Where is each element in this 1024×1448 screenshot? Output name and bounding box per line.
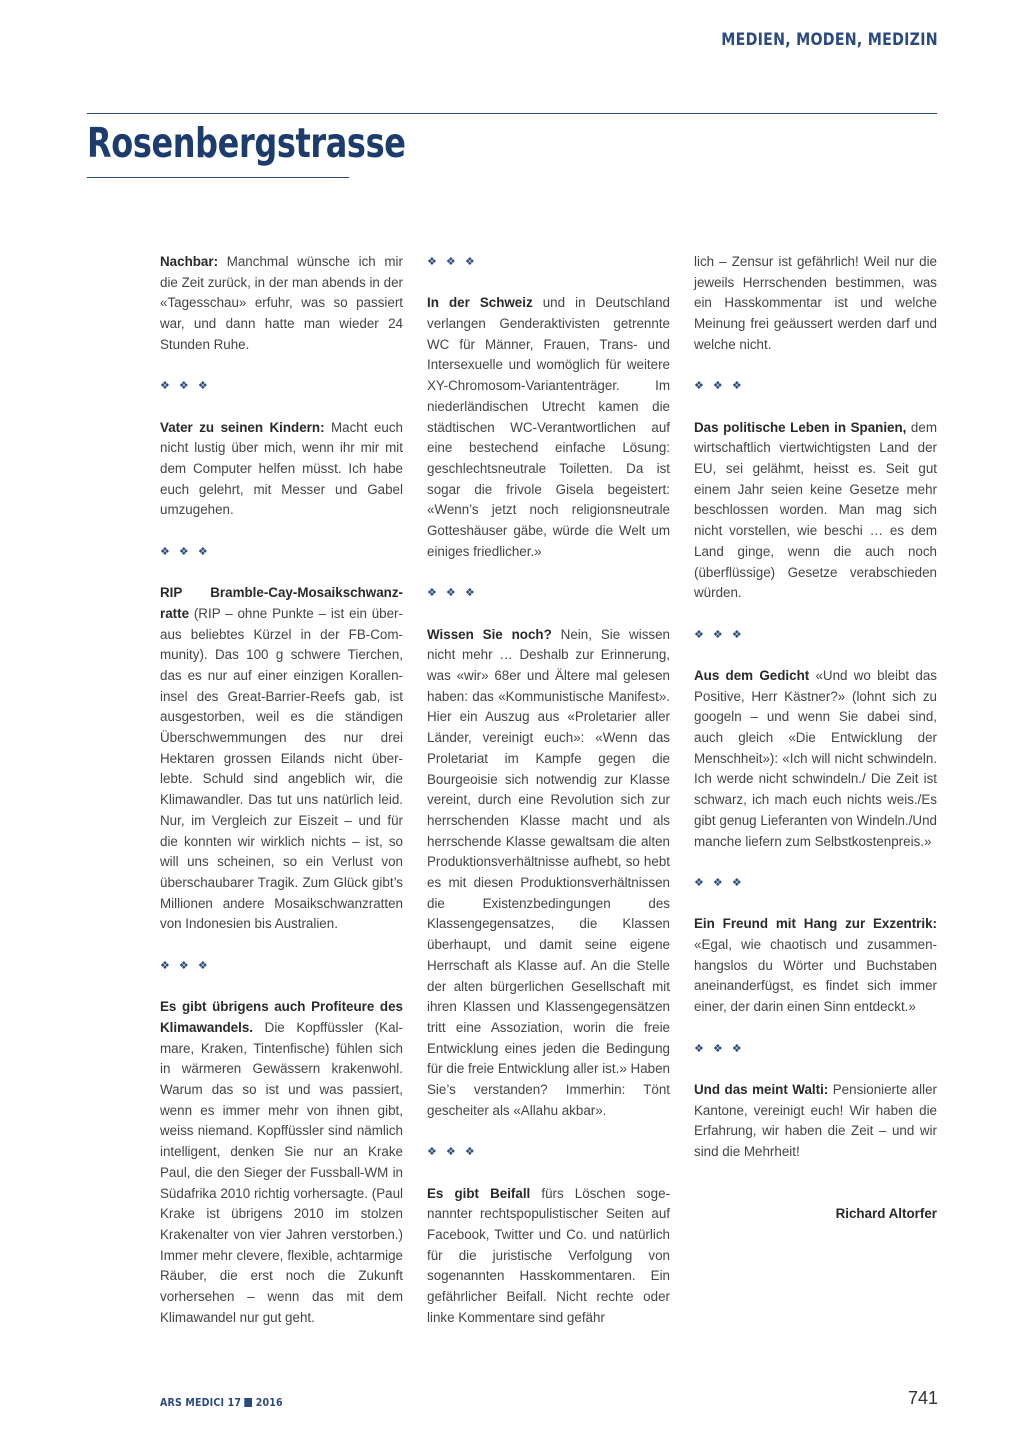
paragraph xyxy=(427,625,670,1122)
section-header: MEDIEN, MODEN, MEDIZIN xyxy=(721,30,938,49)
paragraph-text: Die Kopffüssler (Kalmare, Kraken, Tintenfische) fühlen sich in wärmeren Gewässern krakenwohl. Warum das so ist und was passiert, wenn es immer mehr von ihnen gibt, weiss niemand. Kopffüssler sind nämlich intelligent, denken Sie nur an Krake Paul, die den Sieger der Fussball-WM in Südafrika 2010 richtig vorhersagte. (Paul Krake ist übrigens 2010 im stolzen Krakenalter von vier Jahren verstorben.) Immer mehr clevere, flexible, achtarmige Räuber, die erst noch die Zukunft vorhersehen – wenn das mit dem Klimawandel nur gut geht. xyxy=(160,1019,403,1325)
paragraph-lead: Aus dem Gedicht xyxy=(694,667,810,683)
paragraph xyxy=(160,418,403,522)
paragraph-lead: Vater zu seinen Kindern: xyxy=(160,419,325,435)
square-bullet-icon xyxy=(245,1398,253,1407)
paragraph-lead: Es gibt Beifall xyxy=(427,1185,531,1201)
paragraph-text: Macht euch nicht lustig über mich, wenn ihr mir mit dem Computer helfen müsst. Ich habe euch gelehrt, mit Messer und Gabel umzugehen. xyxy=(160,419,403,518)
paragraph xyxy=(694,914,937,1018)
paragraph xyxy=(160,252,403,356)
paragraph xyxy=(427,1184,670,1329)
column-3 xyxy=(694,252,937,1225)
separator-ornament: ❖ ❖ ❖ xyxy=(694,380,745,393)
page-title: Rosenbergstrasse xyxy=(87,119,406,167)
separator-ornament: ❖ ❖ ❖ xyxy=(427,256,478,268)
paragraph-text: «Und wo bleibt das Positive, Herr Kästner?» (lohnt sich zu googeln – und wenn Sie dabei sind, auch gleich «Die Entwicklung der Menschheit»): «Ich will nicht schwindeln. Ich werde nicht schwindeln./ Die Zeit ist schwarz, ich mach euch nichts weis./Es gibt genug Lieferanten von Windeln./Und manche liefern zum Selbstkostenpreis.» xyxy=(694,667,937,849)
paragraph-text: Nein, Sie wissen nicht mehr … Deshalb zur Erinnerung, was «wir» 68er und Ältere mal gelesen haben: das «Kommunistische Manifest». Hier ein Auszug aus «Proletarier aller Länder, vereinigt euch»: «Wenn das Proletariat im Kampfe gegen die Bourgeoisie sich notwendig zur Klasse vereint, durch eine Revolution sich zur herrschenden Klasse macht und als herrschende Klasse gewaltsam die alten Produktionsverhältnisse aufhebt, so hebt es mit diesen Produktionsverhältnissen die Existenzbedingungen des Klassengegensatzes, die Klassen überhaupt, und damit seine eigene Herrschaft als Klasse auf. An die Stelle der alten bürgerlichen Gesellschaft mit ihren Klassen und Klassengegensätzen tritt eine Assoziation, worin die freie Entwicklung eines jeden die Bedingung für die freie Entwicklung aller ist.» Haben Sie’s verstanden? Immerhin: Tönt gescheiter als «Allahu akbar». xyxy=(427,626,670,1118)
separator-ornament: ❖ ❖ ❖ xyxy=(427,587,478,600)
paragraph xyxy=(694,1080,937,1163)
separator-ornament: ❖ ❖ ❖ xyxy=(160,380,211,393)
paragraph-lead: In der Schweiz xyxy=(427,295,533,311)
separator-ornament: ❖ ❖ ❖ xyxy=(694,628,745,641)
paragraph-text: und in Deutschland verlangen Genderaktivisten getrennte WC für Männer, Frauen, Trans- und Intersexuelle und womöglich für weitere XY-Chromosom-Variantenträger. Im niederländischen Utrecht kamen die städtischen WC-Verantwortlichen auf eine bestechend einfache Lösung: geschlechtsneutrale Toiletten. Da ist sogar die frivole Gisela begeistert: «Wenn’s jetzt noch religionsneutrale Gotteshäuser gäbe, würde die Welt um einiges friedlicher.» xyxy=(427,295,671,559)
journal-year: 2016 xyxy=(255,1396,283,1409)
paragraph xyxy=(160,997,403,1328)
separator-ornament: ❖ ❖ ❖ xyxy=(160,545,211,558)
separator-ornament: ❖ ❖ ❖ xyxy=(694,1042,745,1055)
paragraph xyxy=(694,418,937,604)
top-rule xyxy=(87,113,937,114)
separator-ornament: ❖ ❖ ❖ xyxy=(427,1146,478,1159)
paragraph-text: «Egal, wie chaotisch und zusammenhangslos du Wörter und Buchstaben aneinanderfügst, es findet sich immer einer, der darin einen Sinn entdeckt.» xyxy=(694,937,937,1015)
paragraph-lead: Und das meint Walti: xyxy=(694,1081,829,1097)
journal-name: ARS MEDICI 17 xyxy=(160,1396,242,1409)
paragraph-text: dem wirtschaftlich viertwichtigsten Land der EU, sei gelähmt, heisst es. Seit gut einem Jahr seien keine Gesetze mehr beschlossen worden. Man mag sich nicht vorstellen, wie beschi … es dem Land ginge, wenn die auch noch (überflüssige) Gesetze verabschieden würden. xyxy=(694,419,937,601)
paragraph xyxy=(160,583,403,935)
paragraph-lead: Das politische Leben in Spanien, xyxy=(694,419,907,435)
column-2 xyxy=(427,252,670,1328)
paragraph xyxy=(427,293,670,562)
separator-ornament: ❖ ❖ ❖ xyxy=(694,876,745,889)
page-number: 741 xyxy=(907,1388,938,1408)
footer-journal xyxy=(160,1396,283,1409)
column-1 xyxy=(160,252,403,1328)
paragraph-text: (RIP – ohne Punkte – ist ein überaus beliebtes Kürzel in der FB-Community). Das 100 g schwere Tierchen, das es nur auf einer einzigen Koralleninsel des Great-Barrier-Reefs gab, ist ausgestorben, weil es die ständigen Überschwemmungen des nur drei Hektaren grossen Eilands nicht überlebte. Schuld sind angeblich wir, die Klimawandler. Das tut uns natürlich leid. Nur, im Vergleich zur Eiszeit – und für die konnten wir wirklich nichts – ist, so will uns scheinen, so ein Verlust von überschaubarer Tragik. Zum Glück gibt’s Millionen andere Mosaikschwanzratten von Indonesien bis Australien. xyxy=(160,605,403,932)
paragraph-lead: Es gibt übrigens auch Profiteure des Klimawandels. xyxy=(160,999,403,1035)
paragraph-lead: Nachbar: xyxy=(160,254,219,269)
title-underline xyxy=(87,177,349,178)
paragraph-text: fürs Löschen sogenannter rechtspopulistischer Seiten auf Facebook, Twitter und Co. und natürlich für die juristische Verfolgung von sogenannten Hasskommentaren. Ein gefährlicher Beifall. Nicht rechte oder linke Kommentare sind gefähr xyxy=(427,1185,670,1325)
paragraph: lich – Zensur ist gefährlich! Weil nur die jeweils Herrschenden bestimmen, was ein Hasskommentar ist und welche Meinung frei geäussert werden darf und welche nicht. xyxy=(694,254,937,352)
separator-ornament: ❖ ❖ ❖ xyxy=(160,959,211,972)
author-name: Richard Altorfer xyxy=(835,1206,937,1222)
paragraph-text: Pensionierte aller Kantone, vereinigt euch! Wir haben die Erfahrung, wir haben die Zeit – und wir sind die Mehrheit! xyxy=(694,1081,937,1160)
paragraph xyxy=(694,666,937,852)
paragraph-lead: Wissen Sie noch? xyxy=(427,626,552,642)
paragraph-lead: RIP Bramble-Cay-Mosaikschwanzratte xyxy=(160,585,403,621)
paragraph-lead: Ein Freund mit Hang zur Exzentrik: xyxy=(694,916,937,932)
paragraph-text: Manchmal wünsche ich mir die Zeit zurück, in der man abends in der «Tagesschau» erfuhr, was so passiert war, und dann hatte man wieder 24 Stunden Ruhe. xyxy=(160,254,403,352)
